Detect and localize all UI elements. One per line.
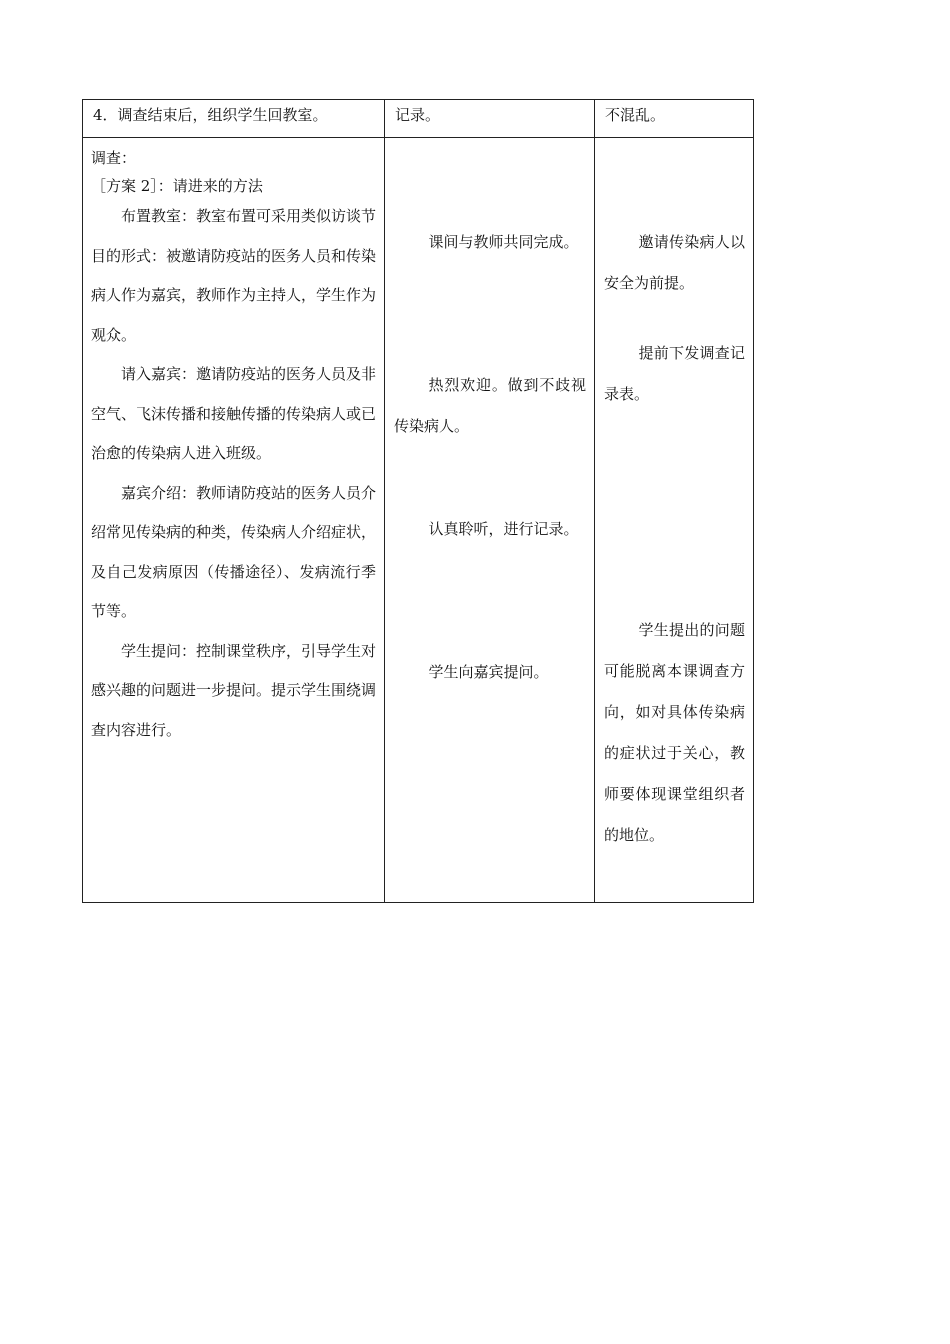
design-note: 提前下发调查记录表。 (604, 344, 745, 403)
plan-title: ［方案 2］：请进来的方法 (91, 177, 263, 195)
student-note: 认真聆听，进行记录。 (428, 520, 579, 538)
lesson-plan-table (82, 99, 754, 903)
cell-text: 记录。 (395, 106, 441, 124)
table-row (83, 100, 754, 138)
section-heading: 调查： (91, 149, 137, 167)
table-row (83, 138, 754, 903)
table-cell (83, 100, 385, 138)
table-cell (385, 100, 595, 138)
student-note: 热烈欢迎。做到不歧视传染病人。 (394, 376, 586, 435)
design-note: 学生提出的问题可能脱离本课调查方向，如对具体传染病的症状过于关心，教师要体现课堂组织者的地位。 (604, 621, 745, 844)
paragraph-invite-guests: 请入嘉宾：邀请防疫站的医务人员及非空气、飞沫传播和接触传播的传染病人或已治愈的传染病人进入班级。 (91, 365, 377, 462)
table-cell (595, 100, 754, 138)
student-note: 课间与教师共同完成。 (428, 233, 579, 251)
cell-text: 不混乱。 (605, 106, 666, 124)
design-note: 邀请传染病人以安全为前提。 (604, 233, 745, 292)
paragraph-classroom-setup: 布置教室：教室布置可采用类似访谈节目的形式：被邀请防疫站的医务人员和传染病人作为嘉宾，教师作为主持人，学生作为观众。 (91, 207, 377, 344)
student-activity-cell (385, 138, 595, 903)
notes-cell (595, 138, 754, 903)
student-note: 学生向嘉宾提问。 (428, 663, 549, 681)
cell-text: 4．调查结束后，组织学生回教室。 (93, 106, 328, 124)
paragraph-guest-intro: 嘉宾介绍：教师请防疫站的医务人员介绍常见传染病的种类，传染病人介绍症状，及自己发病原因（传播途径）、发病流行季节等。 (91, 483, 377, 620)
teacher-activity-cell (83, 138, 385, 903)
paragraph-student-questions: 学生提问：控制课堂秩序，引导学生对感兴趣的问题进一步提问。提示学生围绕调查内容进行。 (91, 641, 377, 739)
